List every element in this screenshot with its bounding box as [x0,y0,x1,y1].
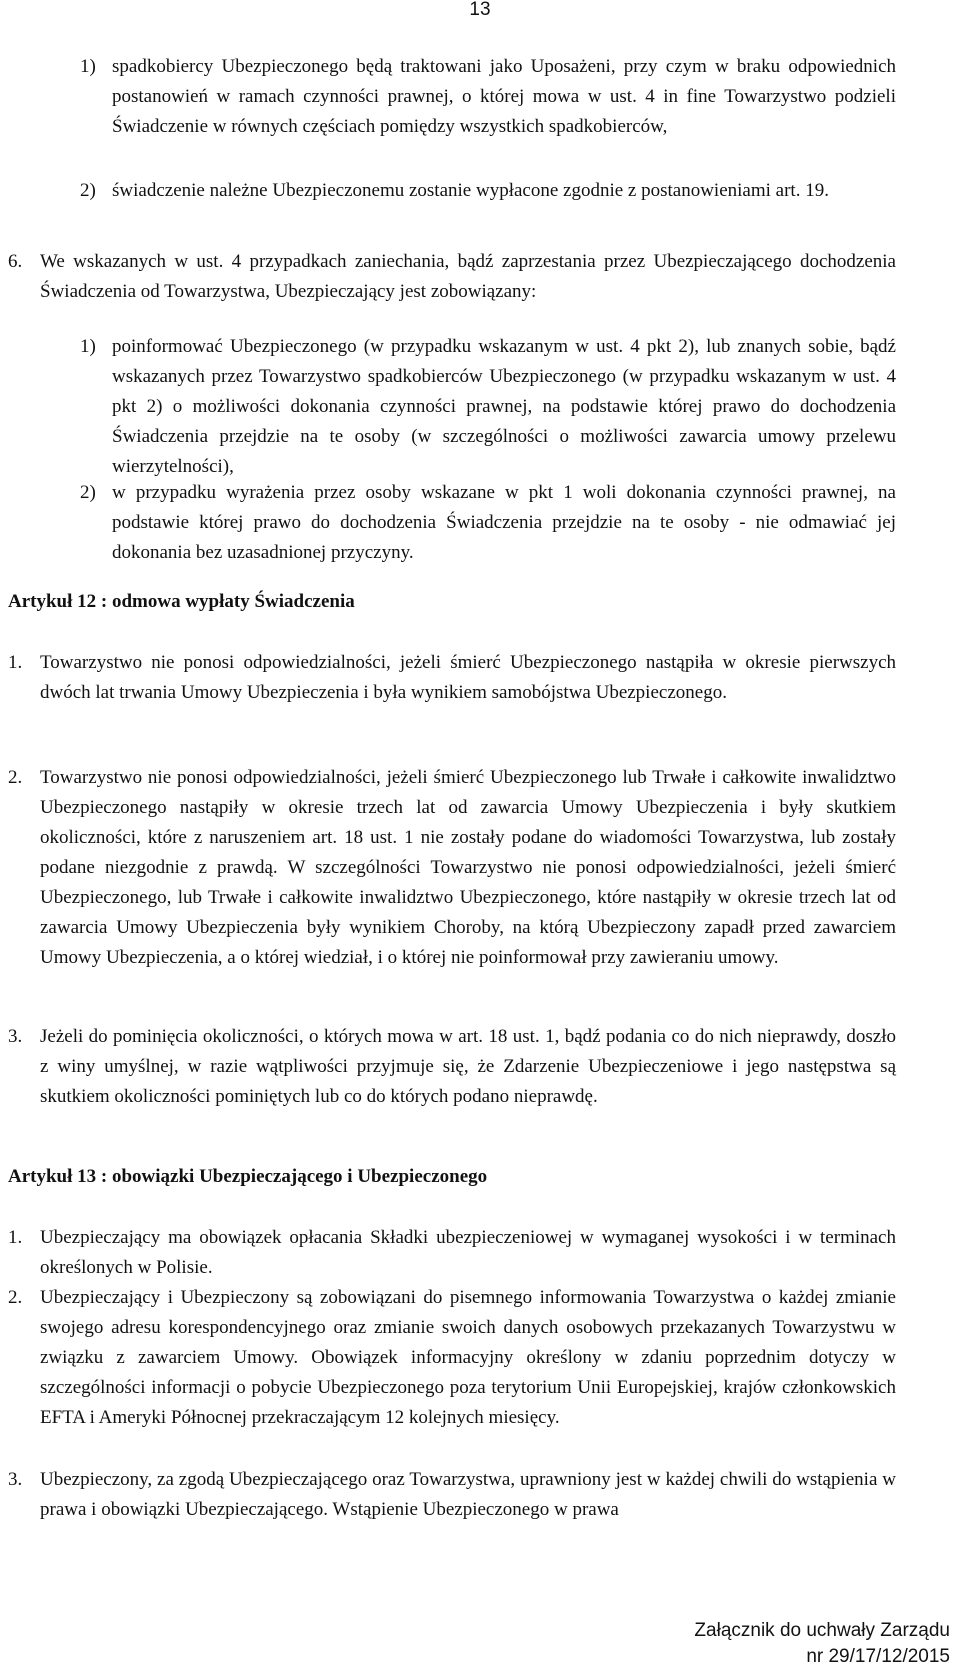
paragraph-text: Ubezpieczony, za zgodą Ubezpieczającego oraz Towarzystwa, uprawniony jest w każdej chwili do wstąpienia w prawa i obowiązki Ubezpieczającego. Wstąpienie Ubezpieczonego w prawa [40,1469,896,1520]
paragraph-number: 2. [8,767,23,788]
paragraph-number: 2. [8,1287,23,1308]
article-12-heading: Artykuł 12 : odmowa wypłaty Świadczenia [8,591,355,612]
paragraph-number: 1. [8,1227,23,1248]
list-item-text: poinformować Ubezpieczonego (w przypadku wskazanym w ust. 4 pkt 2), lub znanych sobie, bądź wskazanych przez Towarzystwo spadkobierców Ubezpieczonego (w przypadku wskazanym w ust. 4 pkt 2) o możliwości dokonania czynności prawnej, na podstawie której prawo do dochodzenia Świadczenia przejdzie na te osoby (w szczególności o możliwości zawarcia umowy przelewu wierzytelności), [112,336,896,477]
list-item-number: 1) [80,336,96,357]
paragraph-text: Towarzystwo nie ponosi odpowiedzialności, jeżeli śmierć Ubezpieczonego lub Trwałe i całkowite inwalidztwo Ubezpieczonego nastąpiły w okresie trzech lat od zawarcia Umowy Ubezpieczenia i były skutkiem okoliczności, które z naruszeniem art. 18 ust. 1 nie zostały podane do wiadomości Towarzystwa, lub zostały podane niezgodnie z prawdą. W szczególności Towarzystwo nie ponosi odpowiedzialności, jeżeli śmierć Ubezpieczonego, lub Trwałe i całkowite inwalidztwo Ubezpieczonego, które nastąpiły w okresie trzech lat od zawarcia Umowy Ubezpieczenia były wynikiem Choroby, na którą Ubezpieczony zapadł przed zawarciem Umowy Ubezpieczenia, a o której wiedział, i o której nie poinformował przy zawieraniu umowy. [40,767,896,968]
page-number: 13 [469,0,491,20]
paragraph-text: Ubezpieczający ma obowiązek opłacania Składki ubezpieczeniowej w wymaganej wysokości i w terminach określonych w Polisie. [40,1227,896,1278]
paragraph-text: We wskazanych w ust. 4 przypadkach zaniechania, bądź zaprzestania przez Ubezpieczającego dochodzenia Świadczenia od Towarzystwa, Ubezpieczający jest zobowiązany: [40,251,896,302]
paragraph-number: 6. [8,251,23,272]
paragraph-text: Towarzystwo nie ponosi odpowiedzialności, jeżeli śmierć Ubezpieczonego nastąpiła w okresie pierwszych dwóch lat trwania Umowy Ubezpieczenia i była wynikiem samobójstwa Ubezpieczonego. [40,652,896,703]
footer-line-2: nr 29/17/12/2015 [806,1646,950,1667]
article-13-heading: Artykuł 13 : obowiązki Ubezpieczającego i Ubezpieczonego [8,1166,488,1187]
list-item-text: spadkobiercy Ubezpieczonego będą traktowani jako Uposażeni, przy czym w braku odpowiednich postanowień w ramach czynności prawnej, o której mowa w ust. 4 in fine Towarzystwo podzieli Świadczenie w równych częściach pomiędzy wszystkich spadkobierców, [112,56,896,137]
paragraph-text: Jeżeli do pominięcia okoliczności, o których mowa w art. 18 ust. 1, bądź podania co do nich nieprawdy, doszło z winy umyślnej, w razie wątpliwości przyjmuje się, że Zdarzenie Ubezpieczeniowe i jego następstwa są skutkiem okoliczności pominiętych lub co do których podano nieprawdę. [40,1026,896,1107]
list-item-number: 2) [80,180,96,201]
list-item-text: w przypadku wyrażenia przez osoby wskazane w pkt 1 woli dokonania czynności prawnej, na podstawie której prawo do dochodzenia Świadczenia przejdzie na te osoby - nie odmawiać jej dokonania bez uzasadnionej przyczyny. [112,482,896,563]
paragraph-number: 1. [8,652,23,673]
paragraph-number: 3. [8,1469,23,1490]
footer-annex-note [694,1618,950,1670]
footer-line-1: Załącznik do uchwały Zarządu [694,1620,950,1641]
paragraph-text: Ubezpieczający i Ubezpieczony są zobowiązani do pisemnego informowania Towarzystwa o każdej zmianie swojego adresu korespondencyjnego oraz zmianie swoich danych osobowych przekazanych Towarzystwu w związku z zawarciem Umowy. Obowiązek informacyjny określony w zdaniu poprzednim dotyczy w szczególności informacji o pobycie Ubezpieczonego poza terytorium Unii Europejskiej, krajów członkowskich EFTA i Ameryki Północnej przekraczającym 12 kolejnych miesięcy. [40,1287,896,1428]
list-item-number: 1) [80,56,96,77]
list-item-number: 2) [80,482,96,503]
paragraph-number: 3. [8,1026,23,1047]
list-item-text: świadczenie należne Ubezpieczonemu zostanie wypłacone zgodnie z postanowieniami art. 19. [112,180,829,201]
